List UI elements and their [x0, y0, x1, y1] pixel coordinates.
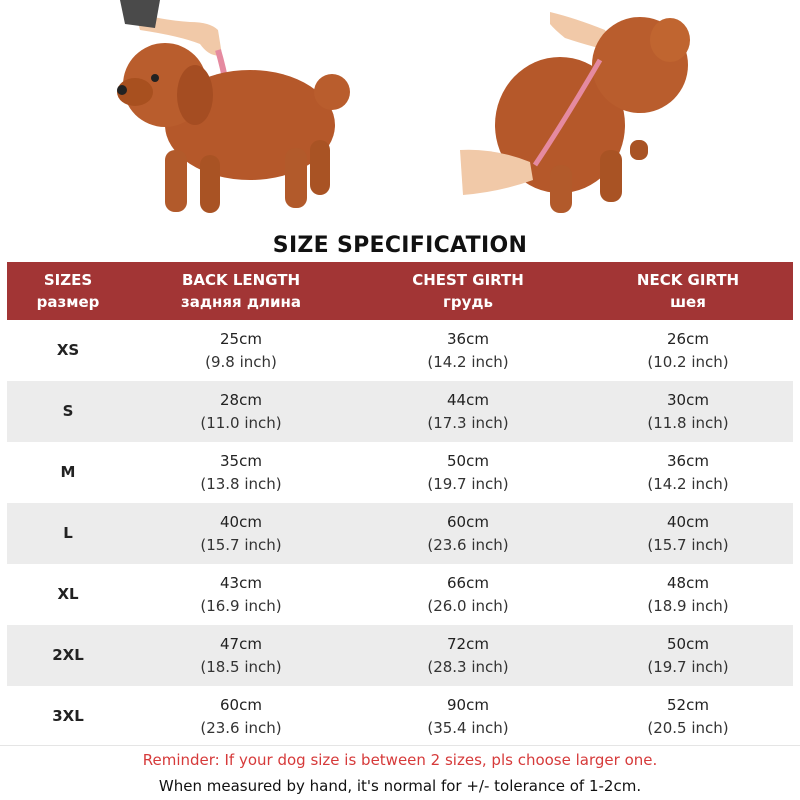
back-length-cm: 60cm: [220, 695, 262, 714]
neck-girth-inch: (11.8 inch): [647, 413, 729, 432]
chest-girth-inch: (19.7 inch): [427, 474, 509, 493]
size-label: 3XL: [52, 707, 84, 725]
header-neck-girth-ru: шея: [670, 293, 706, 311]
back-length-cm: 47cm: [220, 634, 262, 653]
header-chest-girth-en: CHEST GIRTH: [412, 271, 524, 289]
neck-girth-cm: 40cm: [667, 512, 709, 531]
neck-girth-inch: (19.7 inch): [647, 657, 729, 676]
chest-girth-inch: (28.3 inch): [427, 657, 509, 676]
chest-girth-inch: (35.4 inch): [427, 718, 509, 737]
chest-girth-cm: 66cm: [447, 573, 489, 592]
table-row: [7, 442, 793, 503]
back-length-cm: 25cm: [220, 329, 262, 348]
neck-girth-inch: (15.7 inch): [647, 535, 729, 554]
neck-girth-inch: (18.9 inch): [647, 596, 729, 615]
header-sizes-ru: размер: [36, 293, 100, 311]
header-neck-girth: [583, 262, 793, 320]
reminder-text: Reminder: If your dog size is between 2 sizes, pls choose larger one.: [142, 751, 658, 769]
chest-girth-inch: (17.3 inch): [427, 413, 509, 432]
size-table: [7, 262, 793, 747]
neck-girth-cm: 52cm: [667, 695, 709, 714]
neck-girth-cm: 36cm: [667, 451, 709, 470]
chest-girth-cm: 36cm: [447, 329, 489, 348]
header-sizes-en: SIZES: [43, 271, 93, 289]
tolerance-text: When measured by hand, it's normal for +/- tolerance of 1-2cm.: [158, 777, 642, 795]
chest-girth-cm: 50cm: [447, 451, 489, 470]
header-chest-girth: [353, 262, 583, 320]
size-label: XL: [57, 585, 79, 603]
chest-girth-cm: 72cm: [447, 634, 489, 653]
size-label: 2XL: [52, 646, 84, 664]
neck-girth-cm: 48cm: [667, 573, 709, 592]
back-length-inch: (9.8 inch): [205, 352, 277, 371]
dog-chest-girth-photo: [455, 0, 700, 228]
chest-girth-cm: 90cm: [447, 695, 489, 714]
header-back-length: [129, 262, 353, 320]
table-header: [7, 262, 793, 320]
header-neck-girth-en: NECK GIRTH: [636, 271, 740, 289]
table-row: [7, 320, 793, 381]
chest-girth-inch: (14.2 inch): [427, 352, 509, 371]
back-length-cm: 43cm: [220, 573, 262, 592]
size-label: XS: [56, 341, 80, 359]
neck-girth-cm: 30cm: [667, 390, 709, 409]
table-row: [7, 503, 793, 564]
neck-girth-cm: 26cm: [667, 329, 709, 348]
chest-girth-inch: (23.6 inch): [427, 535, 509, 554]
size-label: M: [60, 463, 76, 481]
back-length-inch: (13.8 inch): [200, 474, 282, 493]
back-length-inch: (23.6 inch): [200, 718, 282, 737]
back-length-cm: 28cm: [220, 390, 262, 409]
back-length-inch: (15.7 inch): [200, 535, 282, 554]
back-length-cm: 35cm: [220, 451, 262, 470]
chest-girth-cm: 44cm: [447, 390, 489, 409]
neck-girth-inch: (10.2 inch): [647, 352, 729, 371]
back-length-inch: (18.5 inch): [200, 657, 282, 676]
back-length-inch: (11.0 inch): [200, 413, 282, 432]
neck-girth-inch: (20.5 inch): [647, 718, 729, 737]
header-chest-girth-ru: грудь: [443, 293, 493, 311]
neck-girth-cm: 50cm: [667, 634, 709, 653]
dog-back-length-photo: [100, 0, 360, 228]
table-row: [7, 564, 793, 625]
neck-girth-inch: (14.2 inch): [647, 474, 729, 493]
header-back-length-en: BACK LENGTH: [181, 271, 301, 289]
header-back-length-ru: задняя длина: [181, 293, 301, 311]
header-sizes: [7, 262, 129, 320]
back-length-cm: 40cm: [220, 512, 262, 531]
size-label: L: [63, 524, 73, 542]
size-label: S: [62, 402, 74, 420]
page-title: SIZE SPECIFICATION: [272, 233, 528, 258]
table-row: [7, 686, 793, 747]
chest-girth-cm: 60cm: [447, 512, 489, 531]
chest-girth-inch: (26.0 inch): [427, 596, 509, 615]
back-length-inch: (16.9 inch): [200, 596, 282, 615]
table-row: [7, 625, 793, 686]
footer-notes: [0, 745, 800, 800]
table-row: [7, 381, 793, 442]
